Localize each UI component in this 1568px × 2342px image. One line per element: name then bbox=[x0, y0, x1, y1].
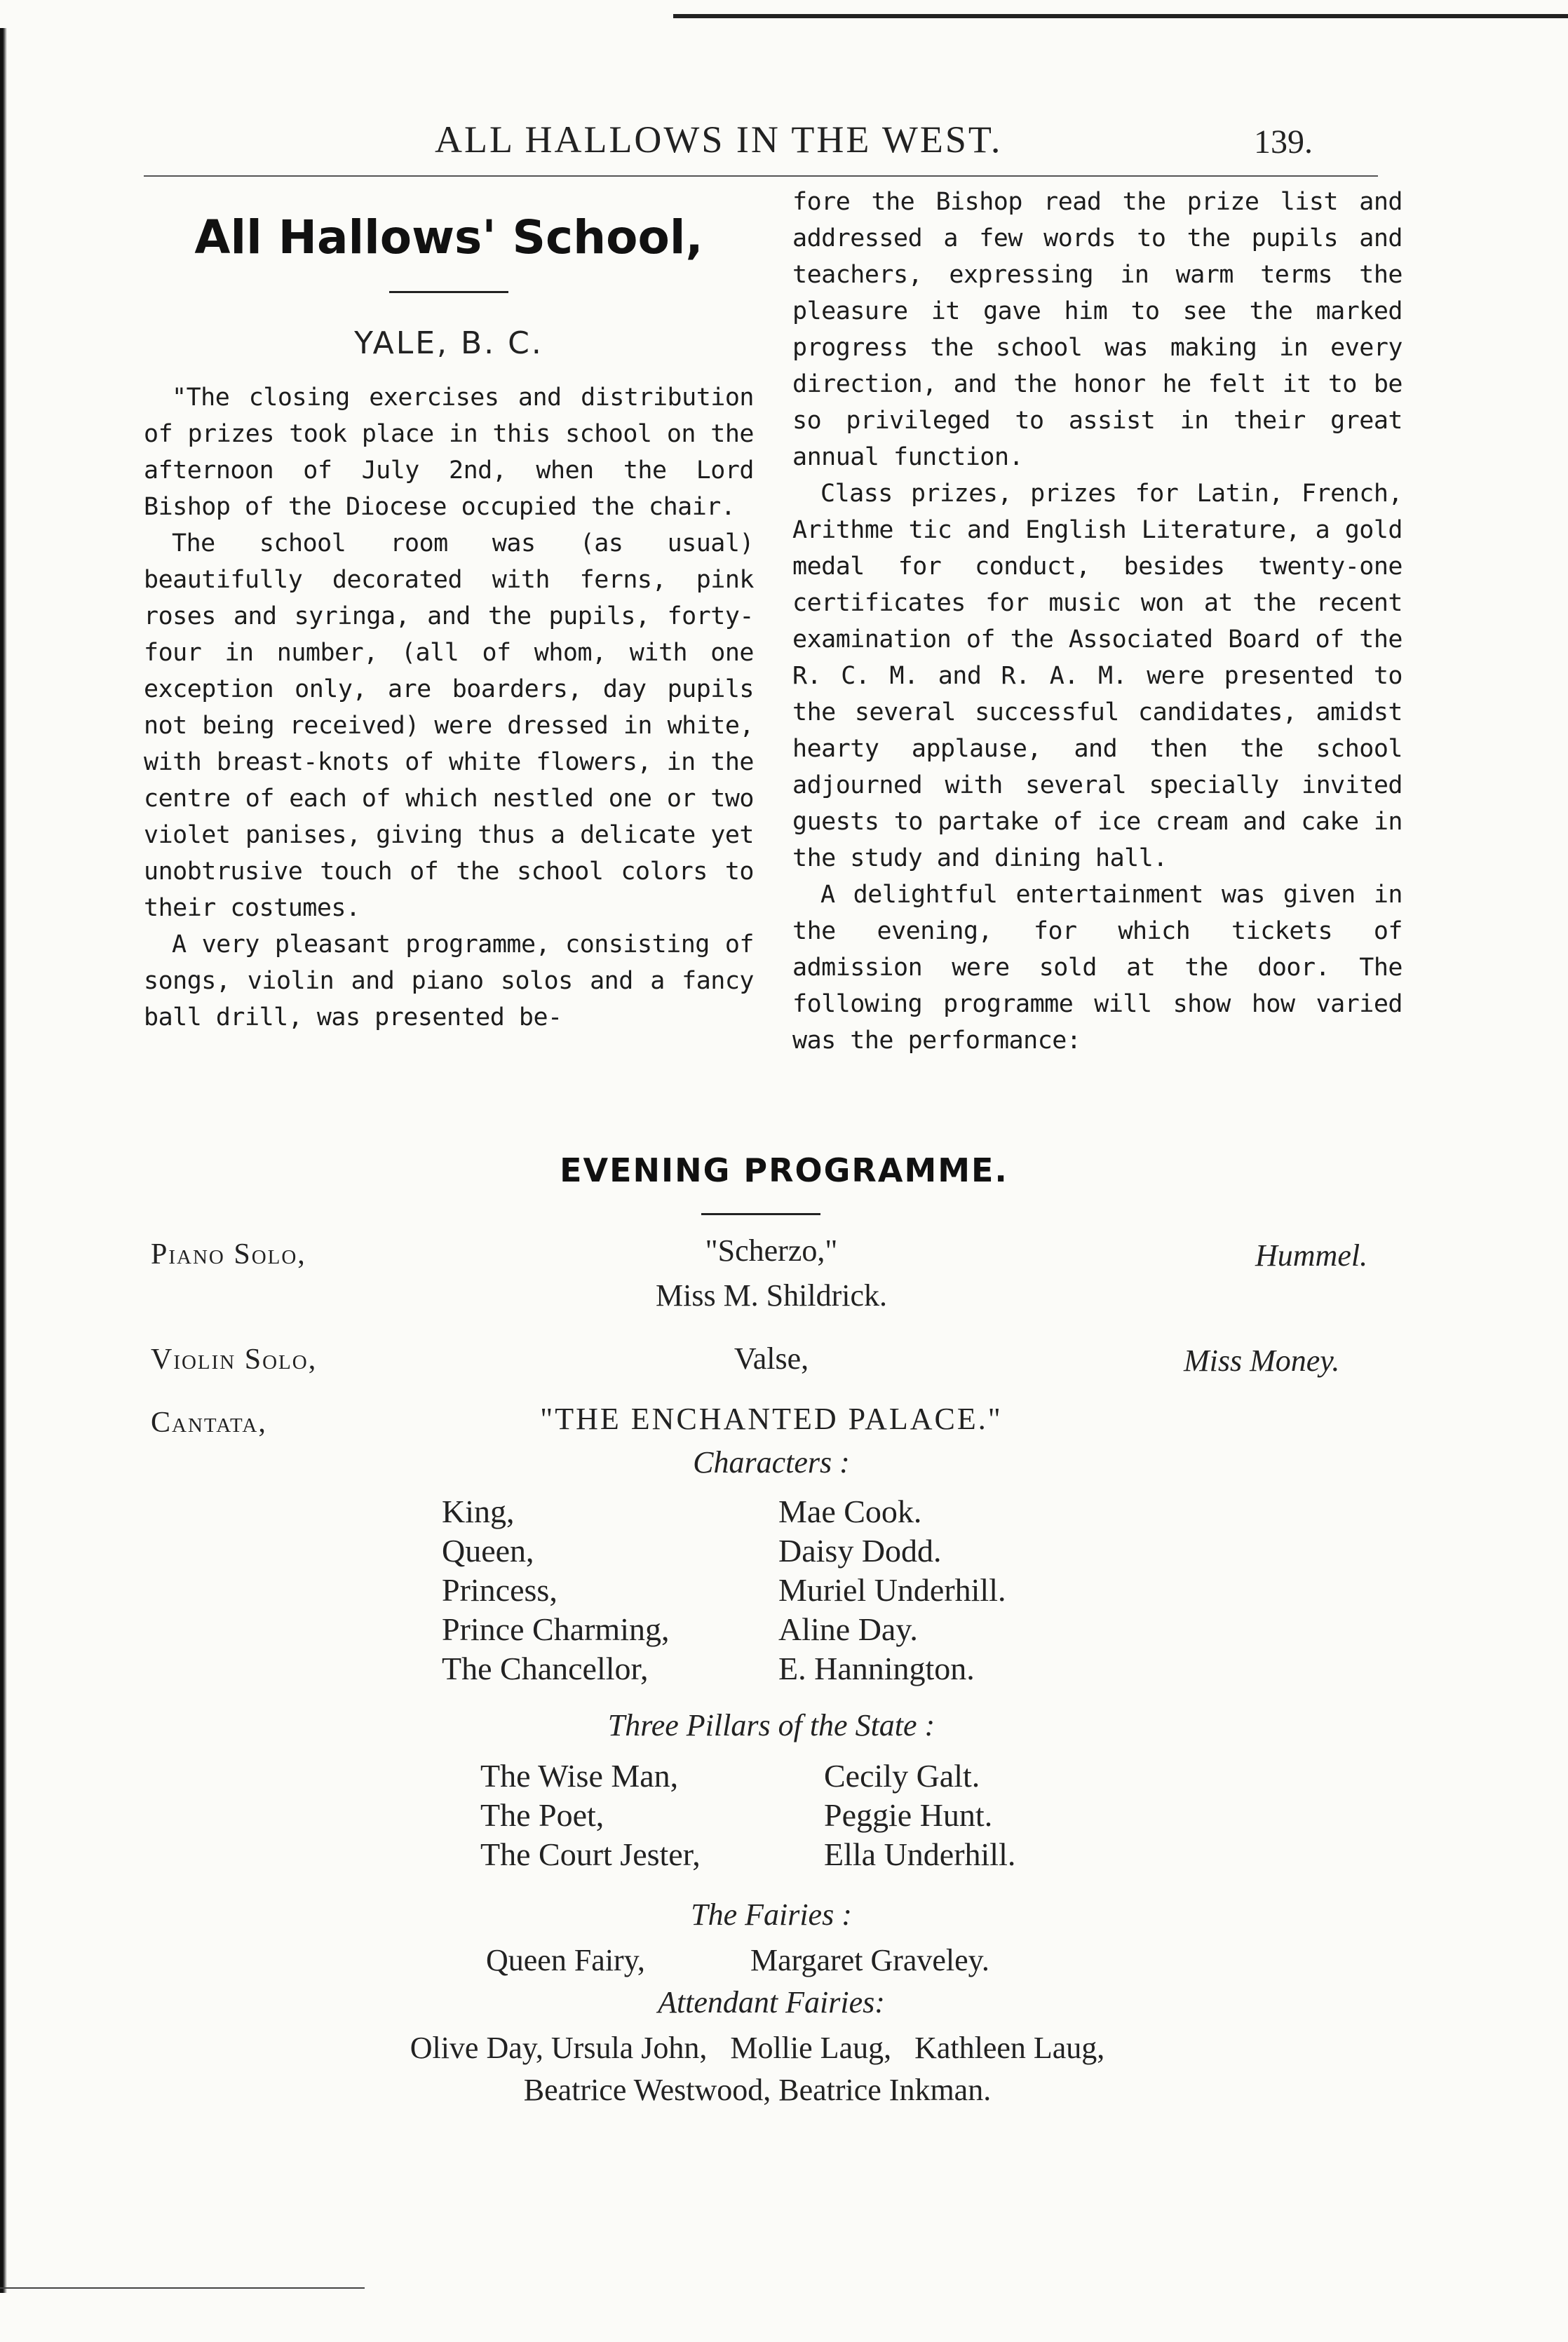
character-name: E. Hannington. bbox=[778, 1651, 975, 1686]
paragraph-4: fore the Bishop read the prize list and addressed a few words to the pupils and teachers, expressing in warm terms the pleasure it gave him to see the marked progress the school was making in every direction, and the honor he felt it to be so privileged to assist in their great annual function. bbox=[792, 188, 1403, 471]
paragraph-3: A very pleasant programme, consisting of songs, violin and piano solos and a fancy ball drill, was presented be- bbox=[144, 930, 754, 1031]
character-role: Princess, bbox=[442, 1572, 557, 1608]
character-role: Prince Charming, bbox=[442, 1611, 670, 1647]
characters-heading: Characters : bbox=[693, 1445, 850, 1480]
cantata-title: "THE ENCHANTED PALACE." bbox=[540, 1402, 1003, 1436]
attendants-line-2: Beatrice Westwood, Beatrice Inkman. bbox=[523, 2073, 992, 2107]
top-border-rule bbox=[673, 14, 1568, 18]
pillar-role: The Wise Man, bbox=[480, 1758, 679, 1794]
queen-fairy-name: Margaret Graveley. bbox=[750, 1943, 989, 1977]
fairies-heading: The Fairies : bbox=[691, 1897, 852, 1932]
header-rule bbox=[144, 175, 1378, 177]
violin-solo-label: Violin Solo, bbox=[151, 1343, 318, 1376]
programme-heading: EVENING PROGRAMME. bbox=[560, 1151, 1008, 1189]
character-name: Aline Day. bbox=[778, 1611, 918, 1647]
article-subtitle: YALE, B. C. bbox=[354, 325, 543, 361]
pillar-name: Cecily Galt. bbox=[824, 1758, 980, 1794]
character-role: The Chancellor, bbox=[442, 1651, 649, 1686]
paragraph-1: "The closing exercises and distribution of prizes took place in this school on the afternoon of July 2nd, when the Lord Bishop of the Diocese occupied the chair. bbox=[144, 384, 754, 521]
character-name: Muriel Underhill. bbox=[778, 1572, 1006, 1608]
pillar-name: Peggie Hunt. bbox=[824, 1797, 993, 1833]
running-header: ALL HALLOWS IN THE WEST. bbox=[435, 119, 1003, 161]
pillars-list bbox=[480, 1756, 1015, 1874]
attendant-heading: Attendant Fairies: bbox=[658, 1985, 885, 2019]
paragraph-6: A delightful entertainment was given in the evening, for which tickets of admission were sold at the door. The following programme will show how varied was the performance: bbox=[792, 881, 1403, 1055]
pillar-role: The Poet, bbox=[480, 1797, 604, 1833]
characters-list bbox=[442, 1492, 1006, 1688]
queen-fairy-role: Queen Fairy, bbox=[486, 1943, 645, 1977]
piano-composer: Hummel. bbox=[1255, 1238, 1368, 1273]
title-divider bbox=[389, 291, 508, 293]
piano-solo-label: Piano Solo, bbox=[151, 1238, 306, 1271]
attendants-line-1: Olive Day, Ursula John, Mollie Laug, Kathleen Laug, bbox=[410, 2031, 1105, 2065]
page-number: 139. bbox=[1254, 123, 1313, 161]
character-role: King, bbox=[442, 1494, 515, 1529]
article-title: All Hallows' School, bbox=[194, 210, 703, 264]
character-name: Mae Cook. bbox=[778, 1494, 922, 1529]
pillars-heading: Three Pillars of the State : bbox=[607, 1708, 935, 1742]
paragraph-5: Class prizes, prizes for Latin, French, Arithme tic and English Literature, a gold medal for conduct, besides twenty-one certificates for music won at the recent examination of the Associated Board of the R. C. M. and R. A. M. were presented to the several successful candidates, amidst hearty applause, and then the school adjourned with several specially invited guests to partake of ice cream and cake in the study and dining hall. bbox=[792, 480, 1403, 872]
piano-performer: Miss M. Shildrick. bbox=[655, 1278, 888, 1313]
pillar-role: The Court Jester, bbox=[480, 1836, 701, 1872]
character-name: Daisy Dodd. bbox=[778, 1533, 942, 1569]
piano-piece: "Scherzo," bbox=[705, 1233, 838, 1268]
programme-divider bbox=[701, 1213, 820, 1215]
paragraph-2: The school room was (as usual) beautifully decorated with ferns, pink roses and syringa, and the pupils, forty-four in number, (all of whom, with one exception only, are boarders, day pupils not being received) were dressed in white, with breast-knots of white flowers, in the centre of each of which nestled one or two violet panises, giving thus a delicate yet unobtrusive touch of the school colors to their costumes. bbox=[144, 529, 754, 922]
character-role: Queen, bbox=[442, 1533, 534, 1569]
left-column bbox=[144, 196, 754, 1036]
right-column bbox=[792, 184, 1403, 1059]
bottom-rule bbox=[0, 2287, 365, 2289]
violin-piece: Valse, bbox=[734, 1341, 809, 1376]
cantata-label: Cantata, bbox=[151, 1407, 267, 1439]
violin-performer: Miss Money. bbox=[1184, 1343, 1340, 1378]
pillar-name: Ella Underhill. bbox=[824, 1836, 1016, 1872]
